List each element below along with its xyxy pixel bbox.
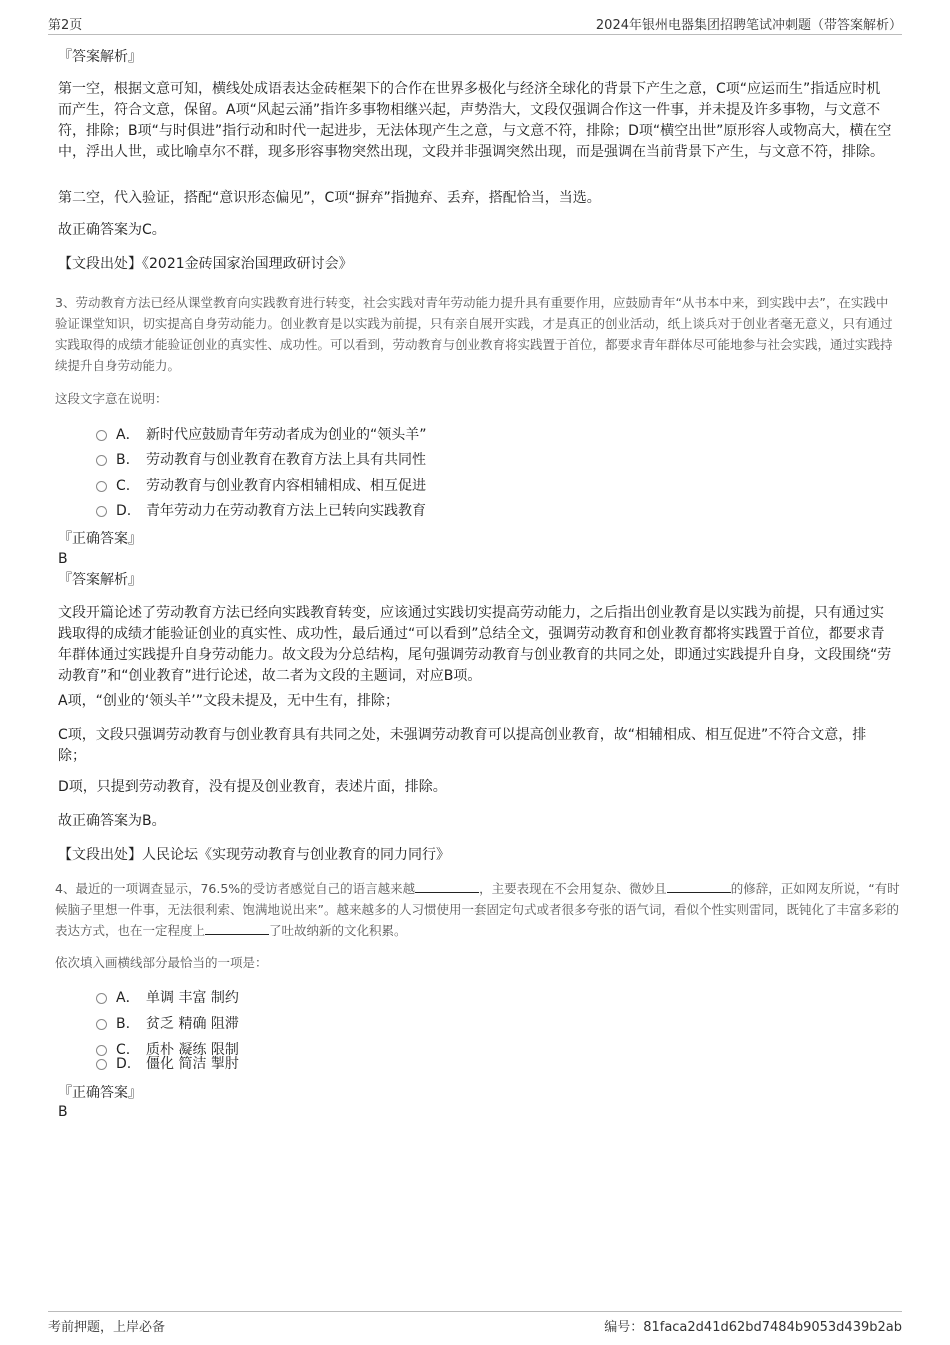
footer-slogan: 考前押题，上岸必备 [48,1320,166,1335]
option-key: C. [116,478,131,494]
q4-option-a[interactable] [96,986,239,1010]
q2-source: 【文段出处】《2021金砖国家治国理政研讨会》 [58,256,353,272]
q4-option-d[interactable] [96,1052,239,1076]
radio-icon[interactable] [96,993,107,1004]
q3-option-b[interactable] [96,448,426,472]
option-key: A． [116,990,140,1006]
radio-icon[interactable] [96,430,107,441]
q3-stem: 3、劳动教育方法已经从课堂教育向实践教育进行转变，社会实践对青年劳动能力提升具有重要作用，应鼓励青年“从书本中来，到实践中去”，在实践中验证课堂知识，切实提高自身劳动能力。创业教育是以实践为前提，只有亲自展开实践，才是真正的创业活动，纸上谈兵对于创业者毫无意义，只有通过实践取得的成绩才能验证创业的真实性、成功性。可以看到，劳动教育与创业教育将实践置于首位，都要求青年群体尽可能地参与社会实践，通过实践持续提升自身劳动能力。 [55,295,893,373]
answer-blank [415,879,479,893]
option-text: 僵化 简洁 掣肘 [146,1056,239,1072]
q2-analysis-paragraph-1: 第一空，根据文意可知，横线处成语表达金砖框架下的合作在世界多极化与经济全球化的背景下产生之意，C项“应运而生”指适应时机而产生，符合文意，保留。A项“风起云涌”指许多事物相继兴起，声势浩大，文段仅强调合作这一件事，并未提及许多事物，与文意不符，排除；B项“与时俱进”指行动和时代一起进步，无法体现产生之意，与文意不符，排除；D项“横空出世”原形容人或物高大，横在空中，浮出人世，或比喻卓尔不群，现多形容事物突然出现，文段并非强调突然出现，而是强调在当前背景下产生，与文意不符，排除。 [58,81,892,160]
code-value: 81faca2d41d62bd7484b9053d439b2ab [643,1320,902,1335]
answer-blank [667,879,731,893]
radio-icon[interactable] [96,1019,107,1030]
q2-analysis-conclusion: 故正确答案为C。 [58,222,166,238]
q3-analysis-label: 『答案解析』 [58,572,142,588]
q3-source: 【文段出处】人民论坛《实现劳动教育与创业教育的同力同行》 [58,847,450,863]
radio-icon[interactable] [96,481,107,492]
option-key: D. [116,1056,132,1072]
page-number: 第2页 [48,18,83,33]
q4-option-b[interactable] [96,1012,239,1036]
q3-analysis-paragraph-1: 文段开篇论述了劳动教育方法已经向实践教育转变，应该通过实践切实提高劳动能力，之后指出创业教育是以实践为前提，只有通过实践取得的成绩才能验证创业的真实性、成功性，最后通过“可以看到”总结全文，强调劳动教育和创业教育都将实践置于首位，都要求青年群体通过实践提升自身劳动能力。故文段为分总结构，尾句强调劳动教育与创业教育的共同之处，即通过实践提升自身，文段围绕“劳动教育”和“创业教育”进行论述，故二者为文段的主题词，对应B项。 [58,605,892,684]
option-text: 单调 丰富 制约 [146,990,239,1006]
q3-answer-label: 『正确答案』 [58,531,142,547]
q4-answer: B [58,1104,68,1120]
q4-answer-label: 『正确答案』 [58,1085,142,1101]
page-footer [48,1311,902,1334]
q4-stem-part-4: 了吐故纳新的文化积累。 [269,923,407,938]
q3-analysis-paragraph-3: C项，文段只强调劳动教育与创业教育具有共同之处，未强调劳动教育可以提高创业教育，故“相辅相成、相互促进”不符合文意，排除； [58,727,867,764]
page-header [48,14,902,35]
document-title: 2024年银州电器集团招聘笔试冲刺题（带答案解析） [595,18,902,33]
document-code [604,1316,902,1335]
q3-answer: B [58,551,68,567]
q3-analysis-conclusion: 故正确答案为B。 [58,813,166,829]
q4-stem [55,878,900,941]
q3-option-c[interactable] [96,474,426,498]
option-key: B. [116,1016,131,1032]
q4-stem-part-1: 4、最近的一项调查显示，76.5%的受访者感觉自己的语言越来越 [55,881,416,896]
q2-analysis-paragraph-2: 第二空，代入验证，搭配“意识形态偏见”，C项“摒弃”指抛弃、丢弃，搭配恰当，当选。 [58,190,601,206]
q3-analysis-paragraph-2: A项，“创业的‘领头羊’”文段未提及，无中生有，排除； [58,693,399,709]
q4-stem-part-3: 的修辞，正如网友所说，“有时候脑子里想一件事，无法很利索、饱满地说出来”。越来越多的人习惯使用一套固定句式或者很多夸张的语气词，看似个性实则雷同，既钝化了丰富多彩的表达方式，也在一定程度上 [55,881,900,938]
q4-stem-part-2: ，主要表现在不会用复杂、微妙且 [479,881,667,896]
option-text: 贫乏 精确 阻滞 [146,1016,239,1032]
option-text: 新时代应鼓励青年劳动者成为创业的“领头羊” [146,427,427,443]
option-text: 青年劳动力在劳动教育方法上已转向实践教育 [146,503,426,519]
option-key: C. [116,1042,131,1058]
code-label: 编号： [604,1320,644,1335]
answer-blank [205,921,269,935]
q4-prompt: 依次填入画横线部分最恰当的一项是： [55,955,268,970]
option-text: 劳动教育与创业教育内容相辅相成、相互促进 [146,478,426,494]
option-key: B. [116,452,131,468]
option-text: 劳动教育与创业教育在教育方法上具有共同性 [146,452,426,468]
option-key: D. [116,503,132,519]
option-text: 质朴 凝练 限制 [146,1042,239,1058]
q3-analysis-paragraph-4: D项，只提到劳动教育，没有提及创业教育，表述片面，排除。 [58,779,447,795]
radio-icon[interactable] [96,1059,107,1070]
radio-icon[interactable] [96,455,107,466]
q3-prompt: 这段文字意在说明： [55,391,168,406]
q2-analysis-label: 『答案解析』 [58,49,142,65]
radio-icon[interactable] [96,506,107,517]
q3-option-a[interactable] [96,423,427,447]
option-key: A． [116,427,140,443]
q3-option-d[interactable] [96,499,426,523]
